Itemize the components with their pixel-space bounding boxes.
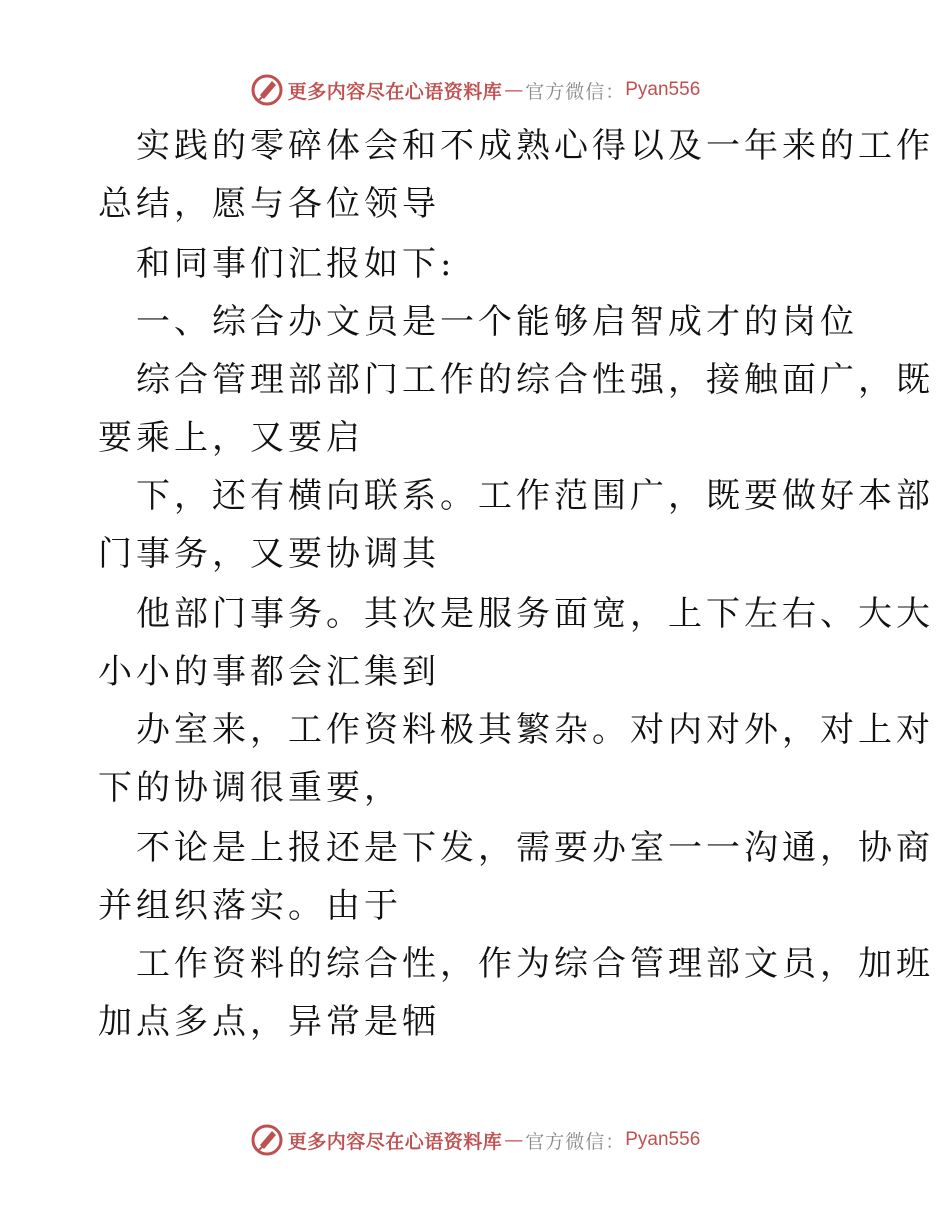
header-brand-text: 更多内容尽在心语资料库 (287, 80, 503, 103)
body-line: 和同事们汇报如下: (136, 244, 456, 284)
body-line: 小小的事都会汇集到 (98, 652, 440, 692)
brand-logo-icon (250, 73, 284, 107)
footer-brand-text: 更多内容尽在心语资料库 (287, 1130, 503, 1153)
body-line: 下，还有横向联系。工作范围广，既要做好本部 (136, 476, 934, 516)
footer-separator: — (504, 1129, 524, 1151)
body-line: 不论是上报还是下发，需要办室一一沟通，协商 (136, 828, 934, 868)
section-heading: 一、综合办文员是一个能够启智成才的岗位 (136, 302, 858, 342)
header-watermark (0, 70, 950, 110)
header-wechat-id: Pyan556 (625, 79, 701, 100)
header-separator: — (504, 79, 524, 101)
body-line: 下的协调很重要， (98, 768, 402, 808)
body-line: 办室来，工作资料极其繁杂。对内对外，对上对 (136, 710, 934, 750)
body-line: 加点多点，异常是牺 (98, 1002, 440, 1042)
body-line: 工作资料的综合性，作为综合管理部文员，加班 (136, 944, 934, 984)
body-line: 总结，愿与各位领导 (98, 184, 440, 224)
brand-logo-icon (250, 1123, 284, 1157)
body-line: 要乘上，又要启 (98, 418, 364, 458)
body-line: 实践的零碎体会和不成熟心得以及一年来的工作 (136, 126, 934, 166)
body-line: 综合管理部部门工作的综合性强，接触面广，既 (136, 360, 934, 400)
footer-watermark (0, 1120, 950, 1160)
body-line: 他部门事务。其次是服务面宽，上下左右、大大 (136, 594, 934, 634)
body-line: 门事务，又要协调其 (98, 534, 440, 574)
header-wechat-label: 官方微信： (525, 80, 626, 103)
body-line: 并组织落实。由于 (98, 886, 402, 926)
footer-wechat-label: 官方微信： (525, 1130, 626, 1153)
footer-wechat-id: Pyan556 (625, 1129, 701, 1150)
